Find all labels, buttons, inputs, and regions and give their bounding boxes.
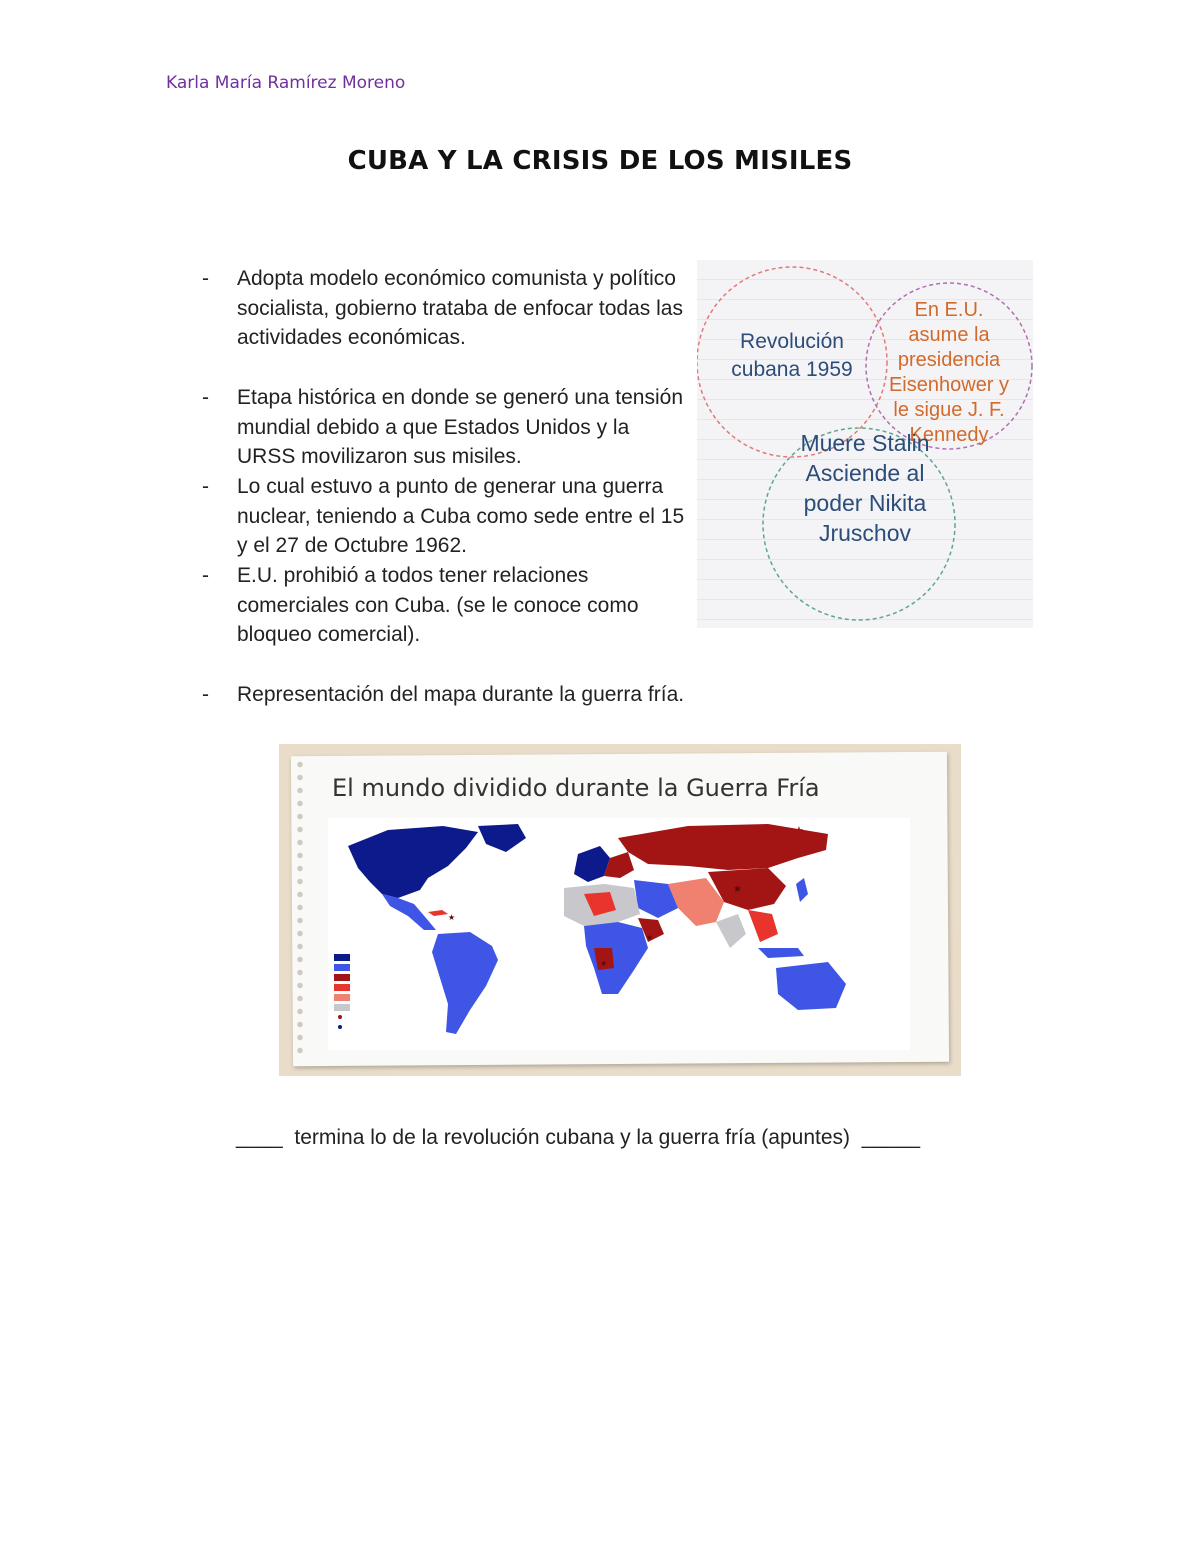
star-icon: ★ <box>794 825 804 837</box>
japan-region <box>796 878 808 902</box>
list-item <box>200 472 690 561</box>
bullet-text: Adopta modelo económico comunista y político socialista, gobierno trataba de enfocar todas las actividades económicas. <box>237 267 683 350</box>
map-title: El mundo dividido durante la Guerra Fría <box>332 774 820 802</box>
legend-swatch <box>334 954 350 961</box>
bullet-text: Representación del mapa durante la guerra fría. <box>237 683 685 706</box>
venn-left-text: Revolución cubana 1959 <box>731 330 853 381</box>
greenland-region <box>478 824 526 852</box>
legend-swatch <box>334 1004 350 1011</box>
north-america-region <box>348 826 478 898</box>
central-africa-region <box>584 922 648 994</box>
india-region <box>716 914 746 948</box>
bullet-dash: - <box>202 564 209 588</box>
eastern-europe-region <box>604 852 634 878</box>
notebook-holes <box>295 758 305 1058</box>
legend-row <box>334 962 354 972</box>
bullet-dash: - <box>202 267 209 290</box>
legend-row <box>334 982 354 992</box>
legend-swatch <box>334 964 350 971</box>
legend-row <box>334 1022 354 1032</box>
author-name: Karla María Ramírez Moreno <box>166 73 406 93</box>
venn-diagram-image <box>697 260 1033 628</box>
star-icon: ★ <box>600 959 608 968</box>
australia-region <box>776 962 846 1010</box>
list-item <box>200 561 690 650</box>
legend-dot <box>338 1015 342 1019</box>
legend-row <box>334 1012 354 1022</box>
legend-dot <box>338 1025 342 1029</box>
legend-row <box>334 1002 354 1012</box>
bullet-list <box>200 264 690 650</box>
star-icon: ★ <box>646 933 654 942</box>
list-item <box>200 383 690 472</box>
mexico-region <box>382 894 436 930</box>
legend-swatch <box>334 994 350 1001</box>
list-item <box>200 264 690 353</box>
legend-swatch <box>334 974 350 981</box>
bullet-text: E.U. prohibió a todos tener relaciones comerciales con Cuba. (se le conoce como bloqueo comercial). <box>237 564 639 647</box>
world-map-shapes <box>328 818 910 1050</box>
venn-right-text: En E.U. asume la presidencia Eisenhower y le sigue J. F. Kennedy <box>888 299 1010 446</box>
world-map <box>328 818 910 1050</box>
indonesia-region <box>758 948 804 958</box>
legend-row <box>334 952 354 962</box>
legend-row <box>334 992 354 1002</box>
map-legend <box>334 952 354 1032</box>
bullet-dash: - <box>202 474 209 498</box>
bullet-text: Etapa histórica en donde se generó una tensión mundial debido a que Estados Unidos y la URSS movilizaron sus misiles. <box>237 385 683 469</box>
bullet-dash: - <box>202 385 209 409</box>
notes-line: ____ termina lo de la revolución cubana y la guerra fría (apuntes) _____ <box>236 1126 921 1149</box>
star-icon: ★ <box>448 913 456 922</box>
list-item <box>200 680 684 710</box>
star-icon: ★ <box>733 884 742 895</box>
page-title: CUBA Y LA CRISIS DE LOS MISILES <box>347 146 853 176</box>
western-europe-region <box>574 846 610 882</box>
bullet-text: Lo cual estuvo a punto de generar una guerra nuclear, teniendo a Cuba como sede entre el 15 y el 27 de Octubre 1962. <box>237 474 685 558</box>
southeast-asia-region <box>748 910 778 942</box>
cold-war-map-image <box>279 744 961 1076</box>
cuba-region <box>428 910 448 916</box>
legend-swatch <box>334 984 350 991</box>
south-america-region <box>432 932 498 1034</box>
venn-bottom-text: Muere Stalin Asciende al poder Nikita Jruschov <box>800 430 930 546</box>
bullet-dash: - <box>202 683 209 706</box>
legend-row <box>334 972 354 982</box>
